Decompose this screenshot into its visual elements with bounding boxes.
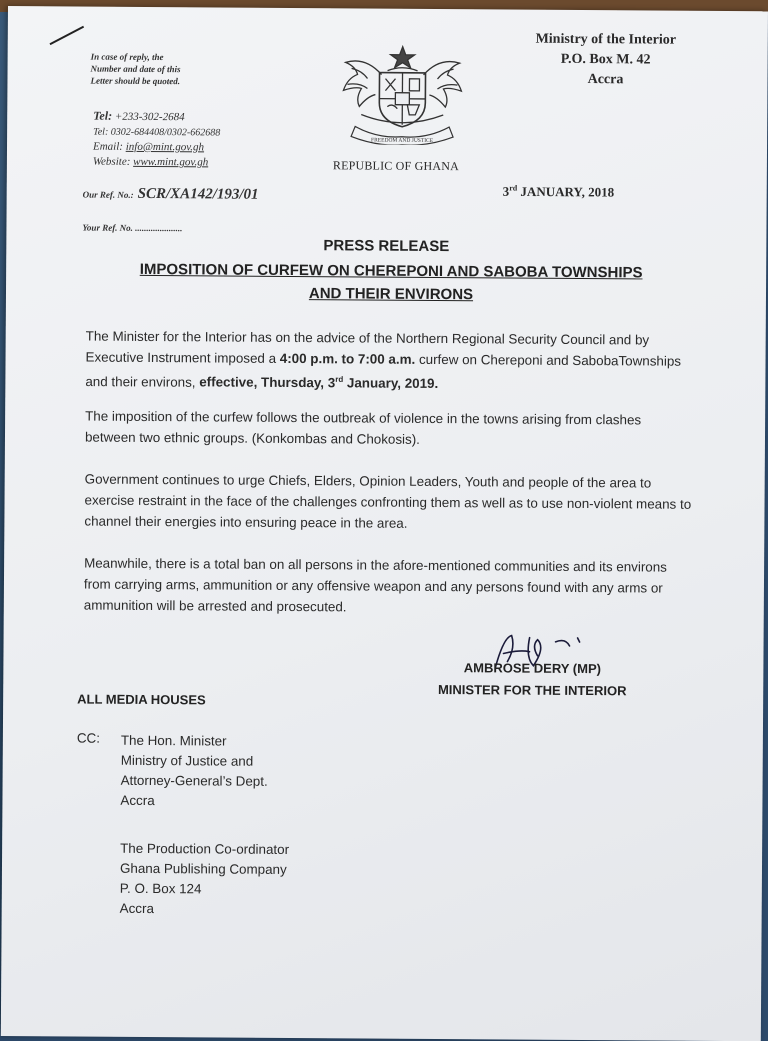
p1-date-end: January, 2019. [343,376,438,392]
cc1-line: Attorney-General’s Dept. [121,771,268,792]
website-label: Website: [93,156,131,168]
letter-page [1,6,768,1041]
signer-block [419,657,645,703]
email-link[interactable]: info@mint.gov.gh [126,141,204,154]
coat-of-arms-icon [337,44,468,150]
cc-recipient-1 [120,731,268,812]
cc1-line: Ministry of Justice and [121,751,268,772]
your-ref: Your Ref. No. ..................... [82,223,182,234]
tel-numbers-2: Tel: 0302-684408/0302-662688 [93,125,220,141]
contact-block [93,109,221,171]
p1-sup: rd [335,375,343,384]
cc2-line: The Production Co-ordinator [120,839,289,860]
signer-title: MINISTER FOR THE INTERIOR [419,679,645,703]
cc2-line: Accra [120,899,289,920]
republic-label: REPUBLIC OF GHANA [333,158,459,174]
ministry-name: Ministry of the Interior [506,29,706,50]
pen-mark [49,26,84,45]
our-ref-label: Our Ref. No.: [83,190,134,200]
crest-ribbon-text: FREEDOM AND JUSTICE [371,138,434,144]
paragraph-3: Government continues to urge Chiefs, Elders, Opinion Leaders, Youth and people of the area to exercise restraint in the face of the challenges confronting them as well as to use non-violent means to channel their energies into ensuring peace in the area. [84,469,694,536]
heading-line-2: AND THEIR ENVIRONS [96,281,686,308]
all-media-houses: ALL MEDIA HOUSES [77,691,206,707]
p1-text-b: curfew on Chereponi and SabobaTownships and their environs, [85,352,681,390]
tel-number: +233-302-2684 [115,111,185,123]
date-rest: JANUARY, 2018 [520,184,614,200]
release-heading [96,258,686,308]
paragraph-1 [85,326,695,397]
date-day: 3 [503,184,510,199]
email-label: Email: [93,141,123,153]
reply-note-line: In case of reply, the [91,51,231,64]
date-suffix: rd [509,184,517,193]
cc2-line: P. O. Box 124 [120,879,289,900]
cc-recipient-2 [120,839,290,920]
signer-name: AMBROSE DERY (MP) [419,657,645,681]
letter-date [503,183,615,200]
cc1-line: Accra [120,791,267,812]
cc-label: CC: [77,730,100,745]
p1-text-a: The Minister for the Interior has on the advice of the Northern Regional Security Council and by Executive Instrument imposed a [85,329,649,366]
cc1-line: The Hon. Minister [121,731,268,752]
paragraph-4: Meanwhile, there is a total ban on all persons in the afore-mentioned communities and its environs from carrying arms, ammunition or any offensive weapon and any persons found with any arms or ammunition will be arrested and prosecuted. [84,553,694,620]
website-link[interactable]: www.mint.gov.gh [133,156,208,169]
our-ref [83,185,259,204]
press-release-title: PRESS RELEASE [6,235,766,257]
paragraph-2: The imposition of the curfew follows the outbreak of violence in the towns arising from clashes between two ethnic groups. (Konkombas and Chokosis). [85,406,695,452]
cc2-line: Ghana Publishing Company [120,859,289,880]
ministry-address [505,29,705,90]
p1-effective: effective, Thursday, 3 [199,375,335,391]
reply-note-line: Letter should be quoted. [90,75,230,88]
ministry-box: P.O. Box M. 42 [506,49,706,70]
p1-time: 4:00 p.m. to 7:00 a.m. [280,351,416,367]
reply-note-line: Number and date of this [91,63,231,76]
ministry-city: Accra [505,69,705,90]
reply-note [90,51,230,88]
heading-line-1: IMPOSITION OF CURFEW ON CHEREPONI AND SABOBA TOWNSHIPS [96,258,686,285]
tel-label: Tel: [93,109,112,123]
our-ref-value: SCR/XA142/193/01 [138,186,259,203]
